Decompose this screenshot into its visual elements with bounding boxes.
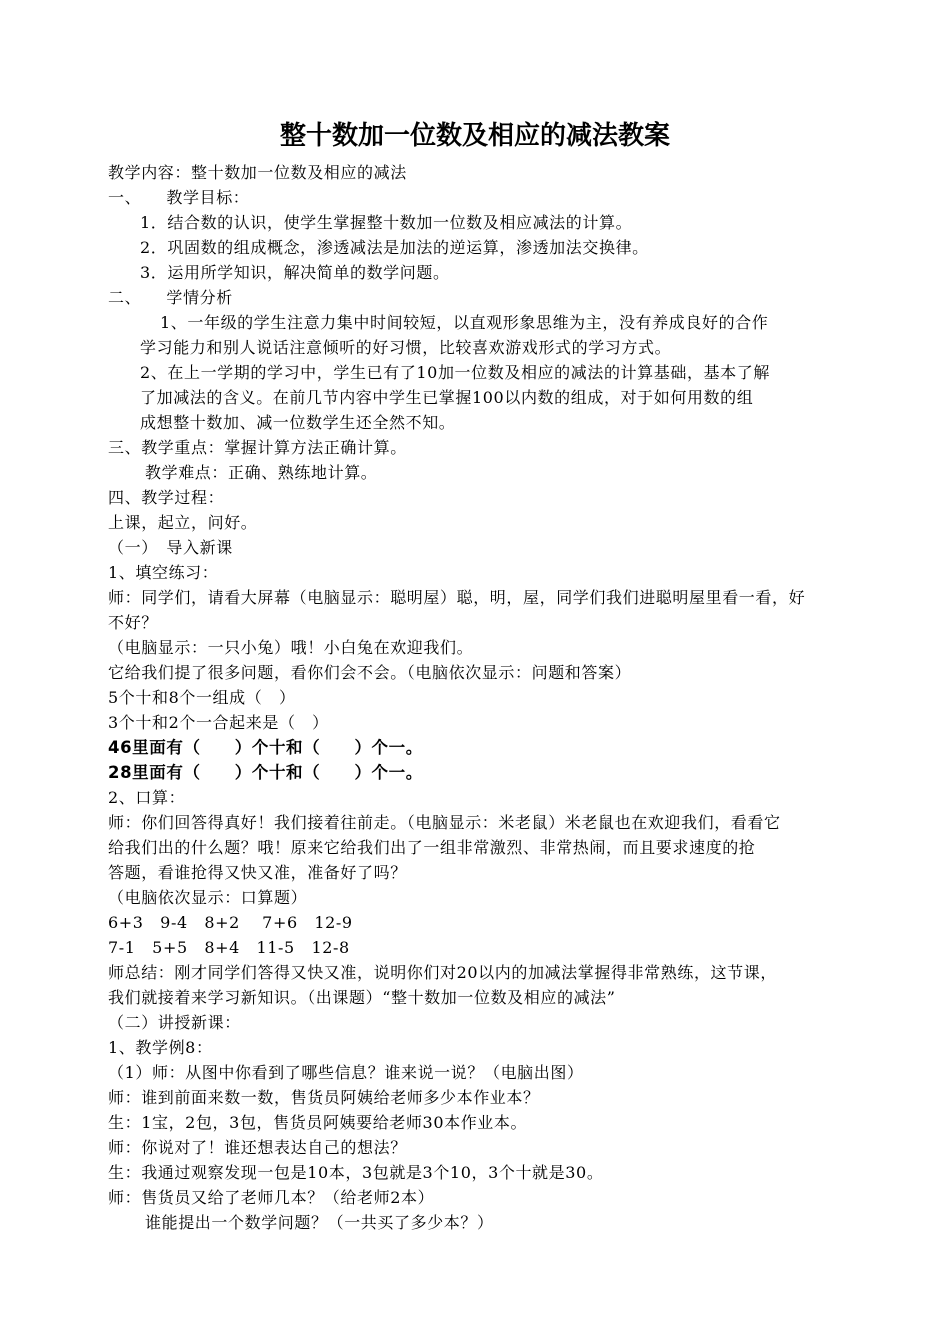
oral-calc-row-2: 7-1 5+5 8+4 11-5 12-8 xyxy=(108,938,350,957)
part-2-heading: （二）讲授新课： xyxy=(108,1013,241,1032)
key-point: 三、教学重点：掌握计算方法正确计算。 xyxy=(108,438,407,457)
teacher-question-2: 师：谁到前面来数一数，售货员阿姨给老师多少本作业本？ xyxy=(108,1088,540,1107)
section-1-heading: 一、 教学目标： xyxy=(108,188,250,207)
teaching-content: 教学内容：整十数加一位数及相应的减法 xyxy=(108,163,407,182)
teacher-question-1: （1）师：从图中你看到了哪些信息？谁来说一说？（电脑出图） xyxy=(108,1063,584,1082)
question-3: 46里面有（ ）个十和（ ）个一。 xyxy=(108,738,423,757)
teacher-line-2-end: 答题，看谁抢得又快又准，准备好了吗？ xyxy=(108,863,407,882)
analysis-1-line-1: 1、一年级的学生注意力集中时间较短，以直观形象思维为主，没有养成良好的合作 xyxy=(160,313,769,332)
student-answer-1: 生：1宝，2包，3包，售货员阿姨要给老师30本作业本。 xyxy=(108,1113,528,1132)
analysis-2-line-1: 2、在上一学期的学习中，学生已有了10加一位数及相应的减法的计算基础，基本了解 xyxy=(140,363,770,382)
question-1: 5个十和8个一组成（ ） xyxy=(108,688,296,707)
section-2-heading: 二、 学情分析 xyxy=(108,288,233,307)
document-title: 整十数加一位数及相应的减法教案 xyxy=(279,121,670,151)
teacher-line-2: 师：你们回答得真好！我们接着往前走。（电脑显示：米老鼠）米老鼠也在欢迎我们，看看它 xyxy=(108,813,781,832)
teacher-summary: 师总结：刚才同学们答得又快又准，说明你们对20以内的加减法掌握得非常熟练，这节课， xyxy=(108,963,777,982)
part-1-heading: （一） 导入新课 xyxy=(108,538,233,557)
teacher-summary-cont: 我们就接着来学习新知识。（出课题）“整十数加一位数及相应的减法” xyxy=(108,988,616,1007)
teacher-line-2-cont: 给我们出的什么题？哦！原来它给我们出了一组非常激烈、非常热闹，而且要求速度的抢 xyxy=(108,838,756,857)
example-8-heading: 1、教学例8： xyxy=(108,1038,213,1057)
question-4: 28里面有（ ）个十和（ ）个一。 xyxy=(108,763,423,782)
display-oral-calc: （电脑依次显示：口算题） xyxy=(108,888,308,907)
fill-in-exercise-heading: 1、填空练习： xyxy=(108,563,219,582)
oral-calc-row-1: 6+3 9-4 8+2 7+6 12-9 xyxy=(108,913,353,932)
teacher-line-1: 师：同学们，请看大屏幕（电脑显示：聪明屋）聪，明，屋，同学们我们进聪明屋里看一看，好 xyxy=(108,588,806,607)
oral-calc-heading: 2、口算： xyxy=(108,788,186,807)
analysis-2-line-3: 成想整十数加、减一位数学生还全然不知。 xyxy=(140,413,456,432)
display-questions: 它给我们提了很多问题，看你们会不会。（电脑依次显示：问题和答案） xyxy=(108,663,632,682)
difficult-point: 教学难点：正确、熟练地计算。 xyxy=(145,463,378,482)
analysis-2-line-2: 了加减法的含义。在前几节内容中学生已掌握100以内数的组成，对于如何用数的组 xyxy=(140,388,754,407)
section-4-heading: 四、教学过程： xyxy=(108,488,225,507)
teacher-question-3: 师：售货员又给了老师几本？（给老师2本） xyxy=(108,1188,435,1207)
teacher-response: 师：你说对了！谁还想表达自己的想法？ xyxy=(108,1138,407,1157)
display-rabbit: （电脑显示：一只小兔）哦！小白兔在欢迎我们。 xyxy=(108,638,474,657)
teacher-question-4: 谁能提出一个数学问题？（一共买了多少本？） xyxy=(145,1213,494,1232)
objective-3: 3．运用所学知识，解决简单的数学问题。 xyxy=(140,263,450,282)
question-2: 3个十和2个一合起来是（ ） xyxy=(108,713,329,732)
greeting: 上课，起立，问好。 xyxy=(108,513,258,532)
student-answer-2: 生：我通过观察发现一包是10本，3包就是3个10，3个十就是30。 xyxy=(108,1163,604,1182)
analysis-1-line-2: 学习能力和别人说话注意倾听的好习惯，比较喜欢游戏形式的学习方式。 xyxy=(140,338,672,357)
objective-2: 2．巩固数的组成概念，渗透减法是加法的逆运算，渗透加法交换律。 xyxy=(140,238,649,257)
teacher-line-1-cont: 不好？ xyxy=(108,613,158,632)
objective-1: 1．结合数的认识，使学生掌握整十数加一位数及相应减法的计算。 xyxy=(140,213,633,232)
